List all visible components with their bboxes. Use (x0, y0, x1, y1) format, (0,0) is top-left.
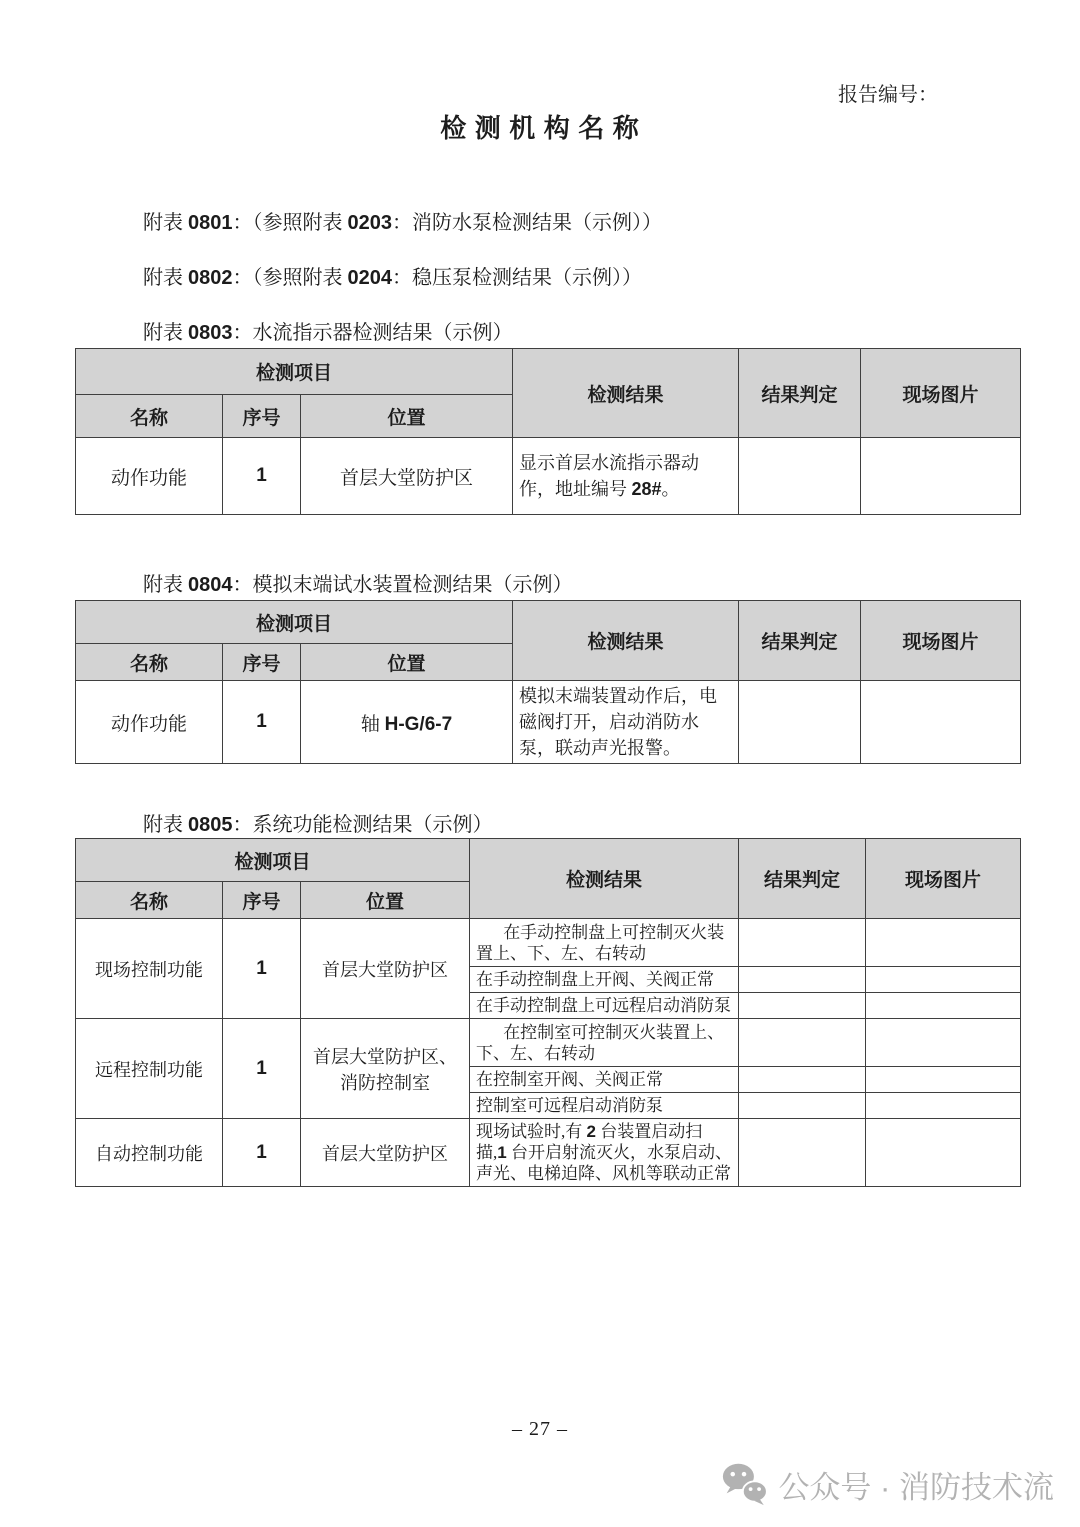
header-name: 名称 (76, 644, 223, 681)
photo-cell (861, 681, 1021, 764)
watermark (721, 1461, 1054, 1507)
header-site-photo: 现场图片 (861, 601, 1021, 681)
photo-cell (866, 1119, 1021, 1187)
judgement-cell (739, 1019, 866, 1067)
result-cell: 显示首层水流指示器动作，地址编号 28#。 (513, 438, 739, 515)
header-name: 名称 (76, 395, 223, 438)
watermark-label: 公众号 · 消防技术流 (778, 1469, 1054, 1505)
result-cell: 在手动控制盘上可远程启动消防泵 (470, 993, 739, 1019)
judgement-cell (739, 919, 866, 967)
result-cell: 在控制室开阀、关阀正常 (470, 1067, 739, 1093)
appendix-0802-line: 附表 0802：（参照附表 0204：稳压泵检测结果（示例）） (143, 267, 642, 289)
report-number-label: 报告编号： (838, 84, 938, 106)
photo-cell (866, 1067, 1021, 1093)
header-seq: 序号 (223, 644, 301, 681)
header-inspection-result: 检测结果 (513, 349, 739, 438)
judgement-cell (739, 438, 861, 515)
table-row (76, 1019, 1021, 1067)
result-cell: 在控制室可控制灭火装置上、下、左、右转动 (470, 1019, 739, 1067)
seq-cell: 1 (223, 1019, 301, 1119)
header-site-photo: 现场图片 (866, 839, 1021, 919)
table-row (76, 601, 1021, 644)
location-cell: 首层大堂防护区、消防控制室 (301, 1019, 470, 1119)
result-cell: 模拟末端装置动作后，电磁阀打开，启动消防水泵，联动声光报警。 (513, 681, 739, 764)
seq-cell: 1 (223, 681, 301, 764)
header-name: 名称 (76, 882, 223, 919)
seq-cell: 1 (223, 438, 301, 515)
photo-cell (866, 967, 1021, 993)
header-inspection-result: 检测结果 (470, 839, 739, 919)
table-row (76, 1119, 1021, 1187)
result-cell: 现场试验时,有 2 台装置启动扫描,1 台开启射流灭火，水泵启动、声光、电梯迫降、风机等联动正常 (470, 1119, 739, 1187)
photo-cell (866, 919, 1021, 967)
photo-cell (866, 1019, 1021, 1067)
table-row (76, 919, 1021, 967)
appendix-0801-line: 附表 0801：（参照附表 0203：消防水泵检测结果（示例）） (143, 212, 662, 234)
header-location: 位置 (301, 882, 470, 919)
name-cell: 动作功能 (76, 438, 223, 515)
header-site-photo: 现场图片 (861, 349, 1021, 438)
header-inspection-item: 检测项目 (76, 839, 470, 882)
header-location: 位置 (301, 644, 513, 681)
page-number: – 27 – (512, 1418, 568, 1440)
location-cell: 首层大堂防护区 (301, 919, 470, 1019)
name-cell: 现场控制功能 (76, 919, 223, 1019)
location-cell: 首层大堂防护区 (301, 438, 513, 515)
wechat-icon (721, 1461, 768, 1507)
header-inspection-item: 检测项目 (76, 601, 513, 644)
judgement-cell (739, 1093, 866, 1119)
name-cell: 动作功能 (76, 681, 223, 764)
judgement-cell (739, 967, 866, 993)
table-row (76, 438, 1021, 515)
result-cell: 在手动控制盘上开阀、关阀正常 (470, 967, 739, 993)
photo-cell (861, 438, 1021, 515)
header-inspection-result: 检测结果 (513, 601, 739, 681)
judgement-cell (739, 681, 861, 764)
name-cell: 自动控制功能 (76, 1119, 223, 1187)
header-result-judgement: 结果判定 (739, 601, 861, 681)
location-cell: 轴 H-G/6-7 (301, 681, 513, 764)
table-0805-caption: 附表 0805：系统功能检测结果（示例） (143, 814, 493, 836)
judgement-cell (739, 1067, 866, 1093)
header-seq: 序号 (223, 882, 301, 919)
header-inspection-item: 检测项目 (76, 349, 513, 395)
table-0804-caption: 附表 0804：模拟末端试水装置检测结果（示例） (143, 574, 573, 596)
table-row (76, 681, 1021, 764)
header-seq: 序号 (223, 395, 301, 438)
result-cell: 控制室可远程启动消防泵 (470, 1093, 739, 1119)
photo-cell (866, 1093, 1021, 1119)
table-row (76, 839, 1021, 882)
judgement-cell (739, 1119, 866, 1187)
seq-cell: 1 (223, 919, 301, 1019)
header-location: 位置 (301, 395, 513, 438)
judgement-cell (739, 993, 866, 1019)
name-cell: 远程控制功能 (76, 1019, 223, 1119)
table-0803 (75, 348, 1021, 515)
photo-cell (866, 993, 1021, 1019)
table-0805 (75, 838, 1021, 1187)
table-0804 (75, 600, 1021, 764)
table-row (76, 349, 1021, 395)
seq-cell: 1 (223, 1119, 301, 1187)
table-0803-caption: 附表 0803：水流指示器检测结果（示例） (143, 322, 513, 344)
location-cell: 首层大堂防护区 (301, 1119, 470, 1187)
header-result-judgement: 结果判定 (739, 839, 866, 919)
result-cell: 在手动控制盘上可控制灭火装置上、下、左、右转动 (470, 919, 739, 967)
header-result-judgement: 结果判定 (739, 349, 861, 438)
page-title: 检 测 机 构 名 称 (440, 114, 640, 143)
